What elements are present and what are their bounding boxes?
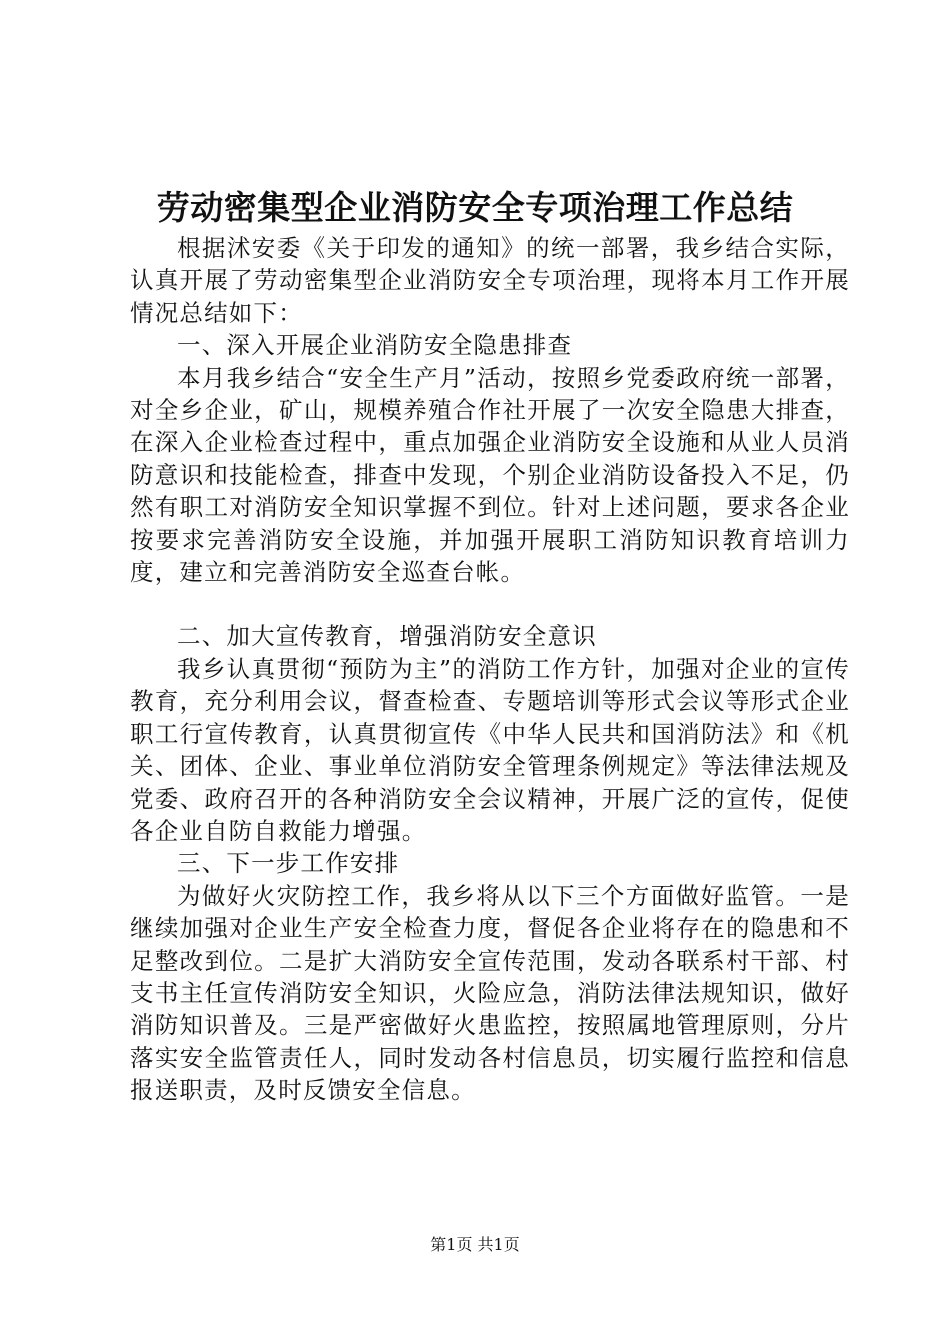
intro-paragraph: 根据沭安委《关于印发的通知》的统一部署，我乡结合实际，认真开展了劳动密集型企业消防安全专项治理，现将本月工作开展情况总结如下： bbox=[130, 234, 850, 327]
section-2-heading: 二、加大宣传教育，增强消防安全意识 bbox=[177, 622, 597, 651]
section-1-heading: 一、深入开展企业消防安全隐患排查 bbox=[177, 331, 573, 360]
page-footer: 第1页 共1页 bbox=[430, 1235, 520, 1254]
section-spacer bbox=[130, 588, 850, 620]
section-3-heading: 三、下一步工作安排 bbox=[177, 849, 400, 878]
document-body bbox=[130, 232, 850, 1107]
section-1-body: 本月我乡结合“安全生产月”活动，按照乡党委政府统一部署，对全乡企业，矿山，规模养殖合作社开展了一次安全隐患大排查，在深入企业检查过程中，重点加强企业消防安全设施和从业人员消防意识和技能检查，排查中发现，个别企业消防设备投入不足，仍然有职工对消防安全知识掌握不到位。针对上述问题，要求各企业按要求完善消防安全设施，并加强开展职工消防知识教育培训力度，建立和完善消防安全巡查台帐。 bbox=[130, 363, 850, 587]
section-3-body: 为做好火灾防控工作，我乡将从以下三个方面做好监管。一是继续加强对企业生产安全检查力度，督促各企业将存在的隐患和不足整改到位。二是扩大消防安全宣传范围，发动各联系村干部、村支书主任宣传消防安全知识，火险应急，消防法律法规知识，做好消防知识普及。三是严密做好火患监控，按照属地管理原则，分片落实安全监管责任人，同时发动各村信息员，切实履行监控和信息报送职责，及时反馈安全信息。 bbox=[130, 881, 850, 1105]
section-2-body: 我乡认真贯彻“预防为主”的消防工作方针，加强对企业的宣传教育，充分利用会议，督查检查、专题培训等形式会议等形式企业职工行宣传教育，认真贯彻宣传《中华人民共和国消防法》和《机关、团体、企业、事业单位消防安全管理条例规定》等法律法规及党委、政府召开的各种消防安全会议精神，开展广泛的宣传，促使各企业自防自救能力增强。 bbox=[130, 654, 850, 845]
document-title: 劳动密集型企业消防安全专项治理工作总结 bbox=[156, 188, 794, 227]
